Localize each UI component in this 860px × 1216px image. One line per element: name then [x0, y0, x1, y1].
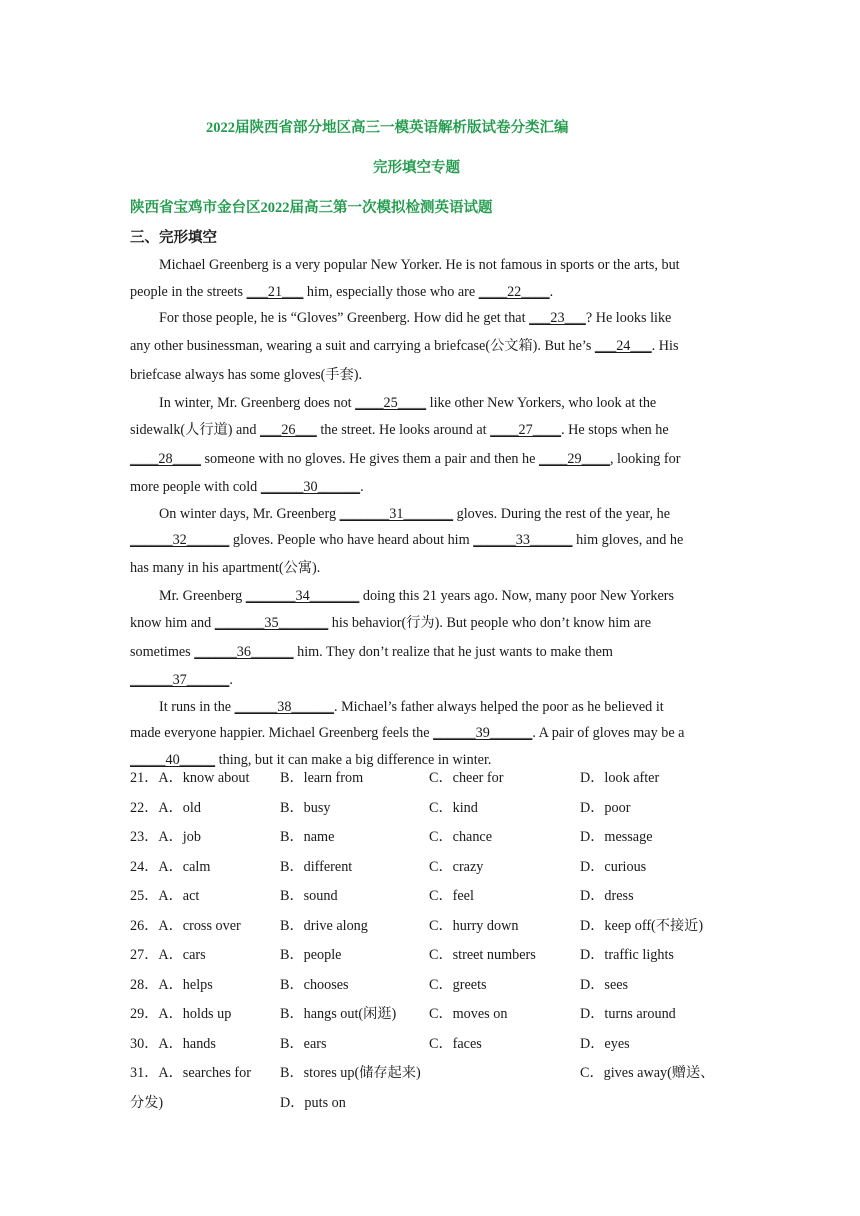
blank-25: ____25____ — [355, 394, 427, 411]
option-row-27 — [130, 941, 750, 971]
cloze-passage — [130, 252, 730, 773]
passage-text: him. They don’t realize that he just wants to make them — [293, 644, 613, 660]
passage-line — [130, 667, 730, 694]
option-c: C．greets — [429, 976, 487, 993]
option-d: D．poor — [580, 799, 631, 816]
option-b: B．hangs out(闲逛) — [280, 1006, 397, 1022]
blank-24: ___24___ — [594, 337, 652, 354]
passage-text: has many in his apartment(公寓). — [130, 559, 321, 576]
blank-30: ______30______ — [260, 479, 361, 495]
option-row-28 — [130, 971, 750, 1001]
option-a: 29．A．holds up — [130, 1006, 232, 1022]
passage-text: know him and — [130, 615, 215, 631]
option-d: D．dress — [580, 888, 634, 904]
blank-27: ____27____ — [490, 422, 562, 438]
blank-33: ______33______ — [473, 532, 573, 548]
passage-line — [130, 361, 730, 390]
passage-text: It runs in the — [159, 698, 235, 715]
option-a: 28．A．helps — [130, 976, 213, 993]
blank-36: ______36______ — [194, 644, 294, 660]
option-c: C．crazy — [429, 858, 484, 875]
option-row-31 — [130, 1059, 750, 1089]
option-d: D．eyes — [580, 1035, 630, 1052]
option-c: C．gives away(赠送、 — [580, 1065, 715, 1081]
passage-text: . — [360, 479, 364, 495]
option-b: B．different — [280, 858, 353, 875]
option-row-22 — [130, 794, 750, 824]
blank-22: ____22____ — [478, 283, 550, 300]
passage-text: On winter days, Mr. Greenberg — [159, 505, 340, 522]
passage-line — [130, 501, 730, 528]
option-d: D．puts on — [280, 1094, 346, 1111]
passage-line — [130, 527, 730, 554]
passage-text: gloves. People who have heard about him — [229, 532, 474, 548]
passage-text: like other New Yorkers, who look at the — [426, 394, 657, 411]
option-a: 26．A．cross over — [130, 917, 241, 934]
passage-line — [130, 694, 730, 721]
option-row-26 — [130, 912, 750, 942]
exam-source-heading: 陕西省宝鸡市金台区2022届高三第一次模拟检测英语试题 — [130, 200, 493, 216]
option-c: C．faces — [429, 1035, 482, 1052]
passage-text: his behavior(行为). But people who don’t know him are — [328, 615, 652, 631]
passage-text: someone with no gloves. He gives them a pair and then he — [200, 451, 539, 467]
option-d: D．turns around — [580, 1006, 676, 1022]
option-a: 21．A．know about — [130, 770, 250, 786]
blank-37: ______37______ — [130, 672, 230, 688]
passage-text: Michael Greenberg is a very popular New Yorker. He is not famous in sports or the arts, but — [159, 257, 680, 273]
passage-text: . His — [651, 337, 679, 354]
option-d: D．traffic lights — [580, 947, 674, 963]
option-a: 25．A．act — [130, 888, 200, 904]
option-a: 31．A．searches for — [130, 1065, 251, 1081]
option-c: C．hurry down — [429, 917, 519, 934]
option-b: B．ears — [280, 1035, 327, 1052]
option-row-30 — [130, 1030, 750, 1060]
passage-text: , looking for — [609, 451, 681, 467]
passage-text: made everyone happier. Michael Greenberg feels the — [130, 725, 434, 741]
passage-line — [130, 416, 730, 445]
blank-31: _______31_______ — [339, 505, 454, 522]
passage-text: . Michael’s father always helped the poor as he believed it — [333, 698, 664, 715]
option-b: B．sound — [280, 888, 338, 904]
passage-text: sidewalk(人行道) and — [130, 422, 261, 438]
option-row-31-wrap — [130, 1089, 750, 1119]
passage-line — [130, 638, 730, 667]
option-row-25 — [130, 882, 750, 912]
option-a: 27．A．cars — [130, 947, 206, 963]
option-a: 24．A．calm — [130, 858, 211, 875]
blank-21: ___21___ — [246, 283, 304, 300]
passage-text: any other businessman, wearing a suit and carrying a briefcase(公文箱). But he’s — [130, 337, 595, 354]
passage-text: . He stops when he — [561, 422, 669, 438]
option-d: D．message — [580, 829, 653, 845]
passage-line — [130, 252, 730, 279]
option-c: C．feel — [429, 888, 474, 904]
option-b: B．people — [280, 947, 342, 963]
passage-text: . — [549, 283, 554, 300]
passage-line — [130, 474, 730, 501]
passage-text: briefcase always has some gloves(手套). — [130, 366, 363, 383]
passage-text: the street. He looks around at — [316, 422, 491, 438]
passage-text: him, especially those who are — [303, 283, 479, 300]
answer-options — [130, 764, 750, 1118]
passage-line — [130, 720, 730, 747]
blank-34: _______34_______ — [245, 587, 360, 604]
blank-38: ______38______ — [234, 698, 334, 715]
option-row-21 — [130, 764, 750, 794]
option-b: B．learn from — [280, 770, 364, 786]
passage-text: thing, but it can make a big difference in winter. — [215, 751, 492, 768]
option-c: C．chance — [429, 829, 493, 845]
option-b: B．drive along — [280, 917, 368, 934]
passage-text: . — [229, 672, 233, 688]
option-a: 22．A．old — [130, 799, 201, 816]
passage-line — [130, 583, 730, 610]
option-d: D．sees — [580, 976, 629, 993]
passage-text: people in the streets — [130, 283, 247, 300]
option-c: C．kind — [429, 799, 478, 816]
passage-line — [130, 445, 730, 474]
blank-32: ______32______ — [130, 532, 230, 548]
passage-line — [130, 609, 730, 638]
option-row-23 — [130, 823, 750, 853]
passage-text: him gloves, and he — [572, 532, 684, 548]
option-c: C．street numbers — [429, 947, 536, 963]
option-a: 23．A．job — [130, 829, 201, 845]
passage-text: For those people, he is “Gloves” Greenberg. How did he get that — [159, 310, 530, 326]
option-b: B．chooses — [280, 976, 349, 993]
blank-26: ___26___ — [260, 422, 317, 438]
option-c-continued: 分发) — [130, 1094, 164, 1111]
blank-28: ____28____ — [130, 451, 201, 467]
passage-text: doing this 21 years ago. Now, many poor New Yorkers — [359, 587, 675, 604]
passage-text: ? He looks like — [585, 310, 672, 326]
passage-line — [130, 390, 730, 417]
passage-line — [130, 305, 730, 332]
document-title: 2022届陕西省部分地区高三一模英语解析版试卷分类汇编 — [206, 120, 569, 136]
option-row-29 — [130, 1000, 750, 1030]
option-c: C．moves on — [429, 1006, 508, 1022]
option-row-24 — [130, 853, 750, 883]
document-subtitle: 完形填空专题 — [373, 160, 460, 176]
blank-39: ______39______ — [433, 725, 533, 741]
option-d: D．curious — [580, 858, 647, 875]
passage-text: . A pair of gloves may be a — [532, 725, 685, 741]
passage-text: Mr. Greenberg — [159, 587, 246, 604]
option-b: B．stores up(储存起来) — [280, 1065, 421, 1081]
passage-text: gloves. During the rest of the year, he — [453, 505, 670, 522]
option-c: C．cheer for — [429, 770, 504, 786]
section-heading: 三、完形填空 — [130, 230, 217, 246]
option-a: 30．A．hands — [130, 1035, 216, 1052]
passage-line — [130, 279, 730, 306]
blank-23: ___23___ — [529, 310, 586, 326]
blank-40: _____40_____ — [130, 751, 216, 768]
blank-35: _______35_______ — [214, 615, 329, 631]
passage-text: more people with cold — [130, 479, 261, 495]
option-b: B．busy — [280, 799, 331, 816]
option-d: D．keep off(不接近) — [580, 917, 704, 934]
option-b: B．name — [280, 829, 335, 845]
option-d: D．look after — [580, 770, 660, 786]
passage-text: In winter, Mr. Greenberg does not — [159, 394, 356, 411]
blank-29: ____29____ — [539, 451, 610, 467]
passage-line — [130, 332, 730, 361]
passage-line — [130, 554, 730, 583]
passage-text: sometimes — [130, 644, 195, 660]
